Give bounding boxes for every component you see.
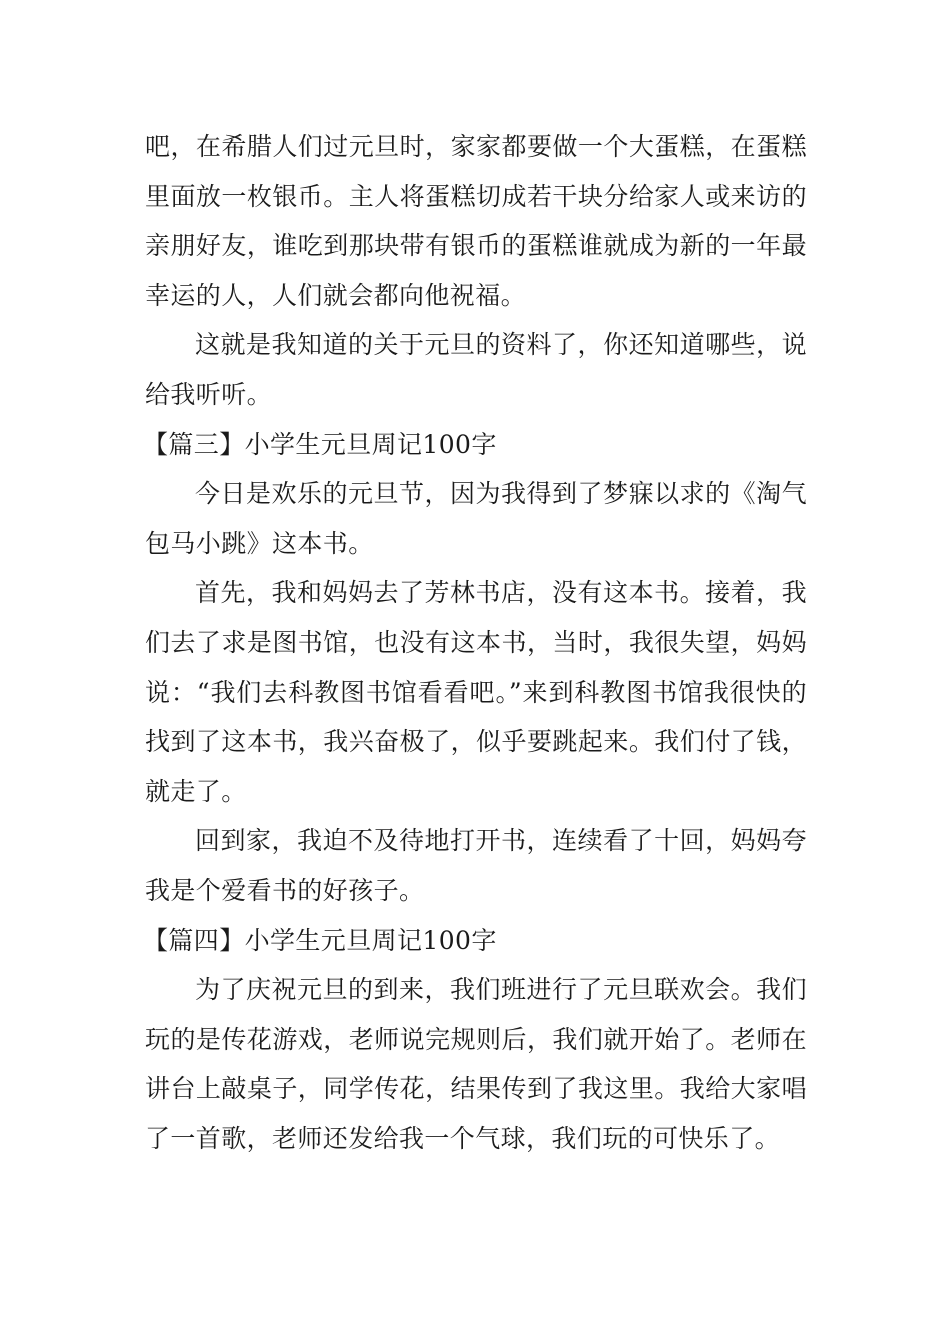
paragraph-book-search: 首先，我和妈妈去了芳林书店，没有这本书。接着，我们去了求是图书馆，也没有这本书，当时，我很失望，妈妈说：“我们去科教图书馆看看吧。”来到科教图书馆我很快的找到了这本书，我兴奋极了，似乎要跳起来。我们付了钱，就走了。: [145, 578, 807, 806]
paragraph-reading-home: 回到家，我迫不及待地打开书，连续看了十回，妈妈夸我是个爱看书的好孩子。: [145, 826, 807, 905]
paragraph-class-party: 为了庆祝元旦的到来，我们班进行了元旦联欢会。我们玩的是传花游戏，老师说完规则后，我们就开始了。老师在讲台上敲桌子，同学传花，结果传到了我这里。我给大家唱了一首歌，老师还发给我一个气球，我们玩的可快乐了。: [145, 975, 807, 1153]
document-body: [145, 122, 807, 1163]
paragraph-greek-cake: 吧，在希腊人们过元旦时，家家都要做一个大蛋糕，在蛋糕里面放一枚银币。主人将蛋糕切成若干块分给家人或来访的亲朋好友，谁吃到那块带有银币的蛋糕谁就成为新的一年最幸运的人，人们就会都向他祝福。: [145, 132, 807, 310]
heading-part-three: 【篇三】小学生元旦周记100字: [143, 429, 497, 459]
heading-part-four: 【篇四】小学生元旦周记100字: [143, 925, 497, 955]
paragraph-closing-question: 这就是我知道的关于元旦的资料了，你还知道哪些，说给我听听。: [145, 330, 807, 409]
paragraph-new-year-book: 今日是欢乐的元旦节，因为我得到了梦寐以求的《淘气包马小跳》这本书。: [145, 479, 807, 558]
